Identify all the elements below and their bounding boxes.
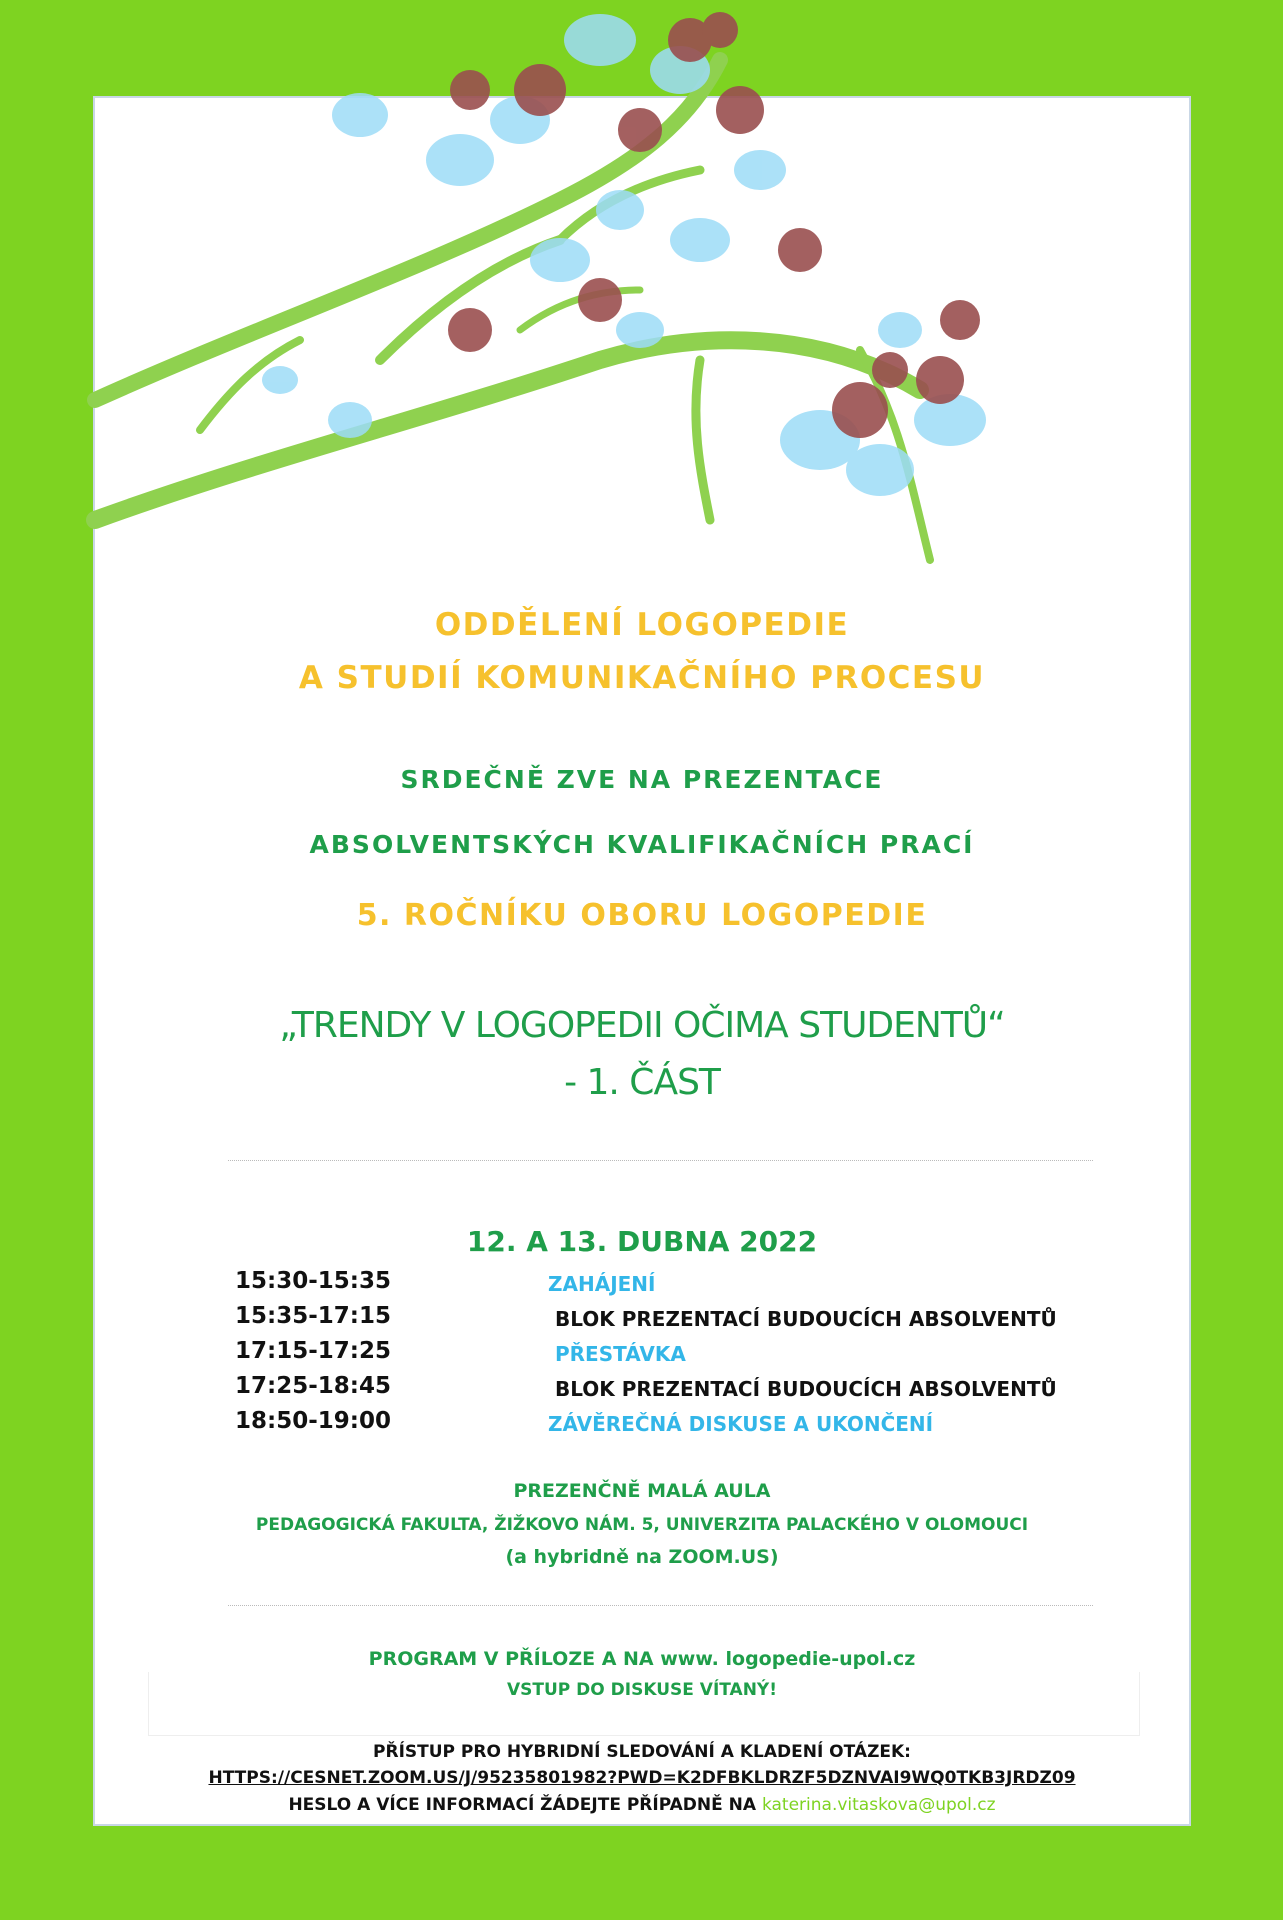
location-line-1: PREZENČNĚ MALÁ AULA [513, 1480, 771, 1502]
invite-line-3: 5. ROČNÍKU OBORU LOGOPEDIE [356, 898, 928, 933]
schedule-activity: ZAHÁJENÍ [548, 1272, 656, 1296]
invite-line-2: ABSOLVENTSKÝCH KVALIFIKAČNÍCH PRACÍ [309, 830, 975, 859]
event-title-part: - 1. ČÁST [564, 1062, 720, 1103]
header-line-1: ODDĚLENÍ LOGOPEDIE [434, 607, 850, 643]
info-box [148, 1672, 1140, 1736]
schedule-time: 17:15-17:25 [235, 1338, 391, 1364]
schedule-time: 18:50-19:00 [235, 1408, 391, 1434]
separator-top [228, 1160, 1093, 1161]
schedule-time: 15:35-17:15 [235, 1303, 391, 1329]
location-line-2: PEDAGOGICKÁ FAKULTA, ŽIŽKOVO NÁM. 5, UNIVERZITA PALACKÉHO V OLOMOUCI [255, 1515, 1029, 1535]
schedule-activity: PŘESTÁVKA [555, 1342, 686, 1366]
welcome-line: VSTUP DO DISKUSE VÍTANÝ! [507, 1680, 777, 1700]
schedule-time: 17:25-18:45 [235, 1373, 391, 1399]
contact-line [93, 1795, 1191, 1815]
event-title: „TRENDY V LOGOPEDII OČIMA STUDENTŮ“ [279, 1005, 1005, 1046]
branch-illustration [0, 0, 1283, 600]
schedule-activity: BLOK PREZENTACÍ BUDOUCÍCH ABSOLVENTŮ [555, 1307, 1057, 1331]
contact-prefix: HESLO A VÍCE INFORMACÍ ŽÁDEJTE PŘÍPADNĚ NA [288, 1795, 757, 1815]
contact-email-link[interactable]: katerina.vitaskova@upol.cz [761, 1795, 996, 1815]
separator-bottom [228, 1605, 1093, 1606]
access-heading: PŘÍSTUP PRO HYBRIDNÍ SLEDOVÁNÍ A KLADENÍ OTÁZEK: [373, 1742, 911, 1762]
schedule-activity: ZÁVĚREČNÁ DISKUSE A UKONČENÍ [548, 1412, 934, 1436]
event-date: 12. A 13. DUBNA 2022 [466, 1225, 818, 1258]
schedule-time: 15:30-15:35 [235, 1268, 391, 1294]
header-line-2: A STUDIÍ KOMUNIKAČNÍHO PROCESU [298, 660, 986, 696]
invite-line-1: SRDEČNĚ ZVE NA PREZENTACE [400, 765, 884, 794]
program-line: PROGRAM V PŘÍLOZE A NA www. logopedie-upol.cz [368, 1648, 916, 1670]
zoom-link[interactable]: HTTPS://CESNET.ZOOM.US/J/95235801982?PWD=K2DFBKLDRZF5DZNVAI9WQ0TKB3JRDZ09 [208, 1768, 1076, 1788]
location-line-3: (a hybridně na ZOOM.US) [505, 1546, 779, 1568]
schedule-activity: BLOK PREZENTACÍ BUDOUCÍCH ABSOLVENTŮ [555, 1377, 1057, 1401]
